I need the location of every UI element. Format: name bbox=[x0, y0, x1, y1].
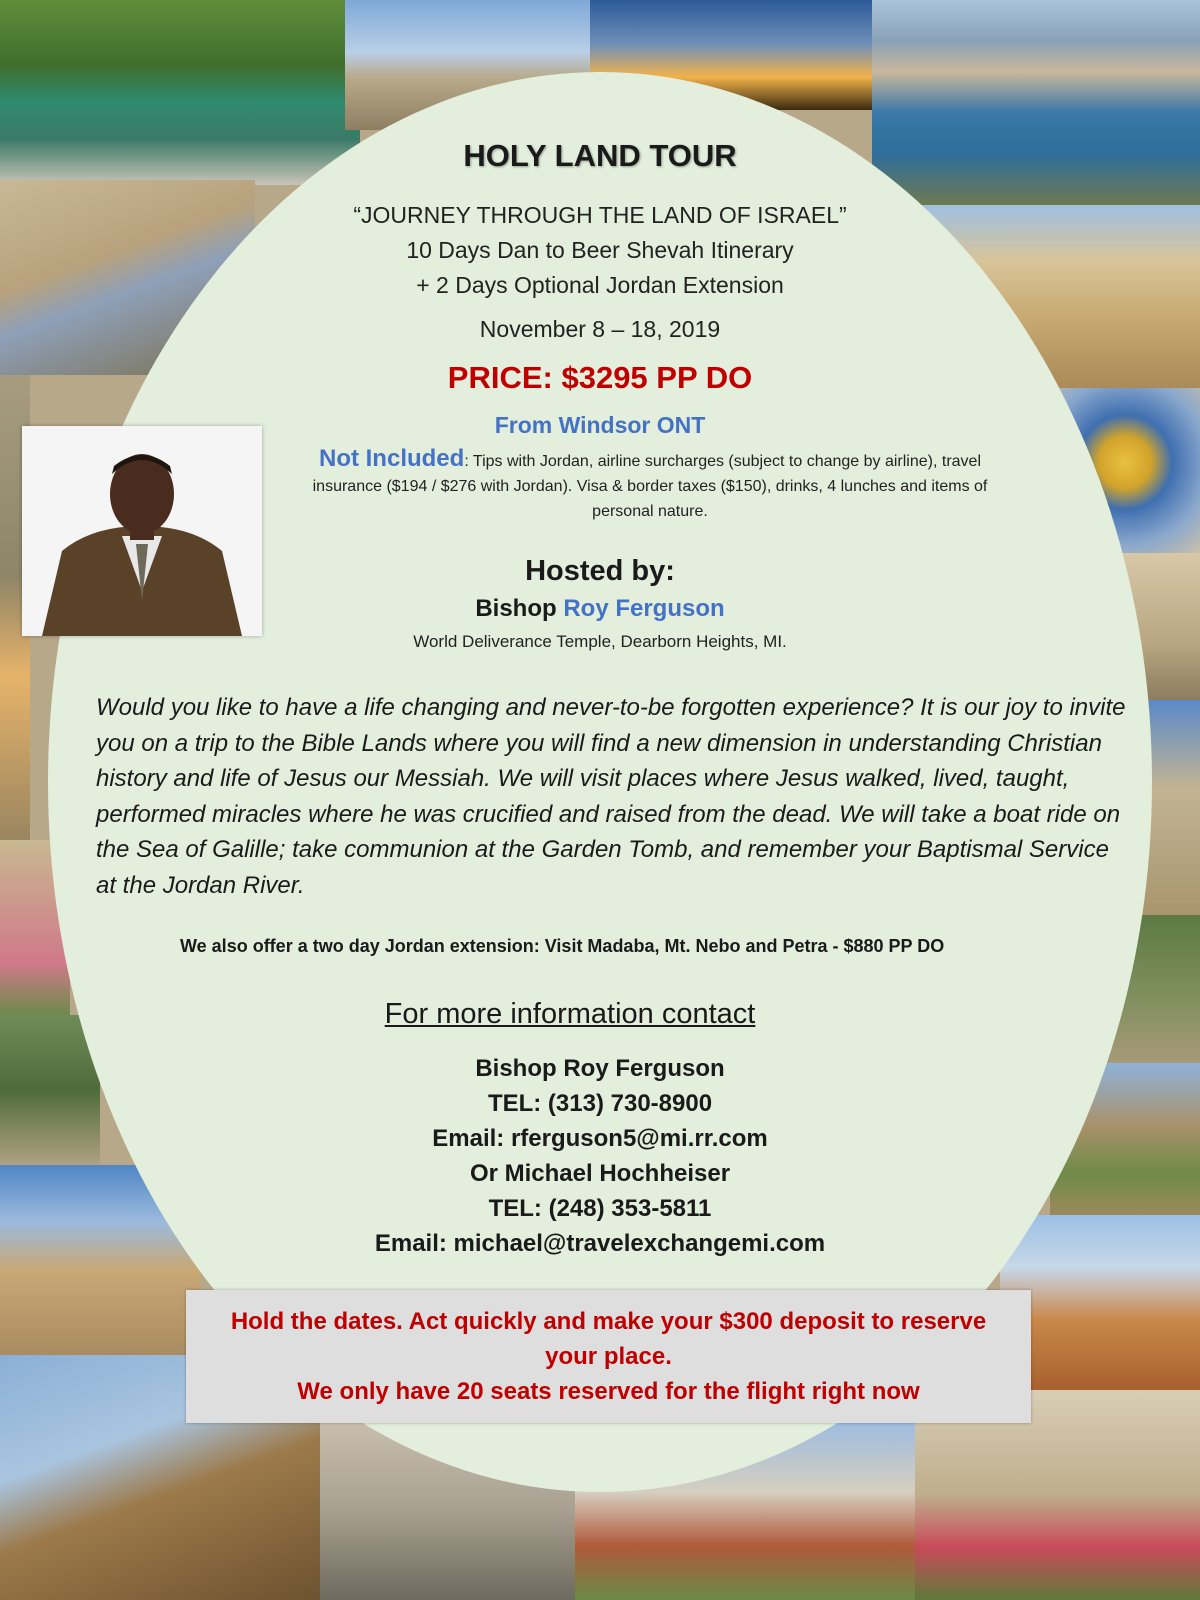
contact-phone-1: TEL: (313) 730-8900 bbox=[487, 1090, 713, 1117]
callout-line-3: We only have 20 seats reserved for the flight right now bbox=[297, 1378, 920, 1405]
host-full-name: Roy Ferguson bbox=[563, 595, 725, 622]
contact-name-1: Bishop Roy Ferguson bbox=[475, 1055, 725, 1082]
contact-email-2[interactable]: Email: michael@travelexchangemi.com bbox=[374, 1230, 826, 1257]
hosted-by-heading: Hosted by: bbox=[525, 555, 675, 587]
contact-email-1[interactable]: Email: rferguson5@mi.rr.com bbox=[432, 1125, 768, 1152]
contact-heading: For more information contact bbox=[384, 998, 756, 1030]
not-included-label: Not Included bbox=[318, 445, 465, 472]
page-title: HOLY LAND TOUR bbox=[463, 138, 737, 173]
photo-sea-of-galilee bbox=[872, 0, 1200, 205]
jordan-extension-offer: We also offer a two day Jordan extension: Visit Madaba, Mt. Nebo and Petra - $880 PP DO bbox=[180, 936, 945, 956]
host-title: Bishop bbox=[475, 595, 557, 622]
tour-subtitle: “JOURNEY THROUGH THE LAND OF ISRAEL” bbox=[353, 202, 847, 228]
callout-line-1: Hold the dates. Act quickly and make your $300 deposit to reserve bbox=[230, 1308, 987, 1335]
contact-phone-2: TEL: (248) 353-5811 bbox=[488, 1195, 712, 1222]
departure-city: From Windsor ONT bbox=[494, 412, 706, 438]
host-name bbox=[0, 595, 1200, 623]
deposit-callout bbox=[186, 1290, 1031, 1423]
price: PRICE: $3295 PP DO bbox=[447, 360, 753, 395]
itinerary-line: 10 Days Dan to Beer Shevah Itinerary bbox=[406, 237, 794, 263]
callout-line-2: your place. bbox=[545, 1343, 672, 1370]
contact-name-2: Or Michael Hochheiser bbox=[469, 1160, 731, 1187]
not-included-text: : Tips with Jordan, airline surcharges (subject to change by airline), travel insurance ($194 / $276 with Jordan). Visa & border taxes ($150), drinks, 4 lunches and items of personal nature. bbox=[312, 453, 988, 520]
not-included-block bbox=[290, 446, 1010, 524]
host-church: World Deliverance Temple, Dearborn Heights, MI. bbox=[413, 632, 787, 651]
tour-description: Would you like to have a life changing and never-to-be forgotten experience? It is our joy to invite you on a trip to the Bible Lands where you will find a new dimension in understanding Christian history and life of Jesus our Messiah. We will visit places where Jesus walked, lived, taught, performed miracles where he was crucified and raised from the dead. We will take a boat ride on the Sea of Galille; take communion at the Garden Tomb, and remember your Baptismal Service at the Jordan River. bbox=[96, 694, 1126, 899]
extension-line: + 2 Days Optional Jordan Extension bbox=[416, 272, 784, 298]
tour-dates: November 8 – 18, 2019 bbox=[479, 316, 721, 342]
